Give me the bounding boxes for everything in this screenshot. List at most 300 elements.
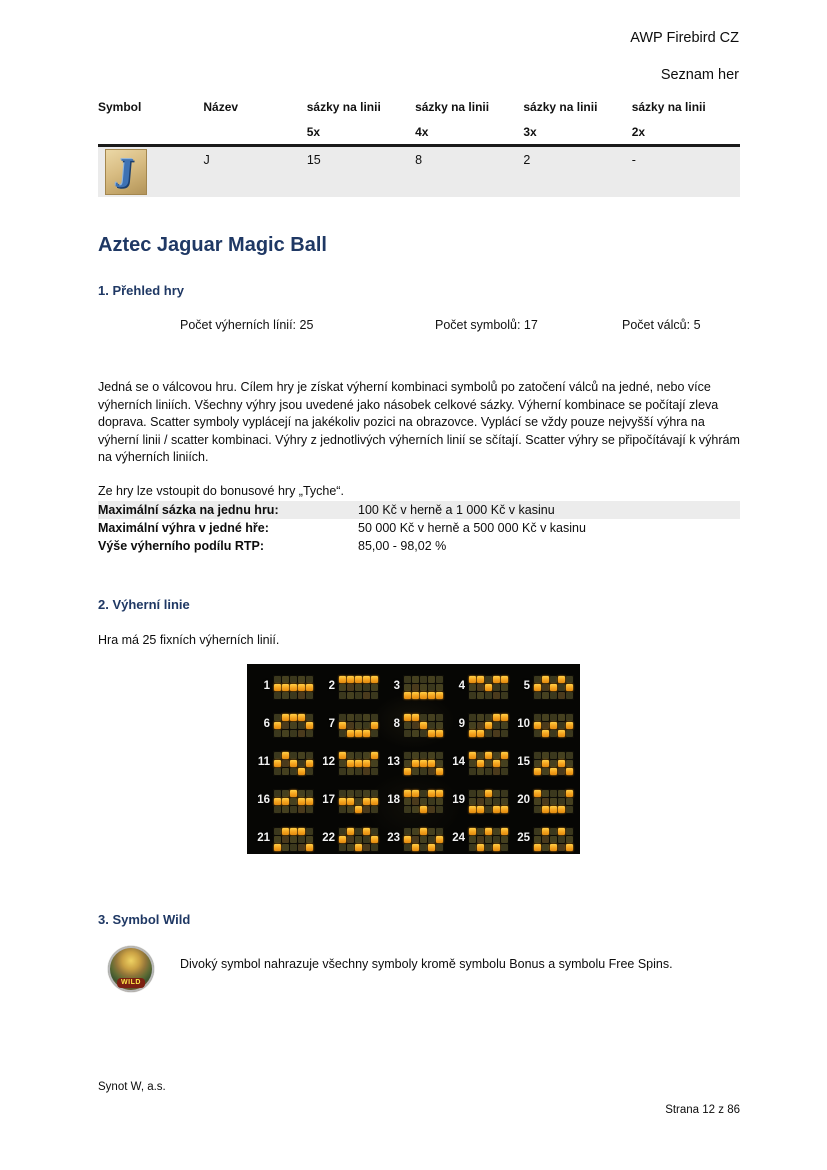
winline-cell (412, 844, 419, 851)
winline-cell (290, 714, 297, 721)
stat-reels: Počet válců: 5 (622, 318, 701, 332)
winline-item (450, 751, 515, 789)
winline-cell (566, 730, 573, 737)
winline-number: 8 (393, 718, 400, 730)
section1-heading: 1. Přehled hry (98, 283, 184, 298)
winline-number: 9 (458, 718, 465, 730)
winline-item (255, 827, 320, 865)
winline-number: 6 (263, 718, 270, 730)
winline-cell (339, 790, 346, 797)
winline-cell (534, 836, 541, 843)
winline-cell (469, 714, 476, 721)
paytable-header-row (98, 100, 740, 114)
winline-cell (282, 692, 289, 699)
winline-number: 10 (517, 718, 530, 730)
winline-cell (355, 844, 362, 851)
winline-item (385, 827, 450, 865)
winline-item (255, 713, 320, 751)
winline-cell (534, 752, 541, 759)
winline-item (320, 751, 385, 789)
winline-cell (436, 714, 443, 721)
winline-cell (363, 714, 370, 721)
winline-cell (371, 684, 378, 691)
winline-cell (339, 798, 346, 805)
winline-cell (363, 768, 370, 775)
winline-cell (339, 714, 346, 721)
winline-cell (282, 836, 289, 843)
winline-cell (493, 714, 500, 721)
winline-cell (347, 730, 354, 737)
winline-number: 18 (387, 794, 400, 806)
winline-item (385, 675, 450, 713)
winline-cell (404, 692, 411, 699)
winline-cell (550, 752, 557, 759)
winline-cell (306, 684, 313, 691)
winline-cell (290, 730, 297, 737)
winline-cell (282, 844, 289, 851)
winline-pattern (338, 751, 379, 776)
winline-cell (420, 828, 427, 835)
winline-cell (501, 790, 508, 797)
winline-cell (363, 836, 370, 843)
winline-cell (493, 722, 500, 729)
winline-cell (469, 836, 476, 843)
detail-value: 85,00 - 98,02 % (358, 539, 447, 553)
winline-cell (558, 730, 565, 737)
winline-cell (558, 768, 565, 775)
winline-cell (566, 692, 573, 699)
winline-cell (558, 684, 565, 691)
winline-cell (420, 844, 427, 851)
winline-cell (412, 760, 419, 767)
row-name: J (203, 153, 210, 167)
winline-cell (501, 798, 508, 805)
section3-heading: 3. Symbol Wild (98, 912, 191, 927)
winline-item (515, 713, 580, 751)
winline-cell (404, 798, 411, 805)
winline-cell (542, 844, 549, 851)
winline-cell (347, 836, 354, 843)
winline-cell (420, 760, 427, 767)
sub-5x: 5x (306, 125, 321, 139)
winline-cell (485, 730, 492, 737)
winline-cell (339, 722, 346, 729)
winline-cell (493, 836, 500, 843)
footer-page-number: Strana 12 z 86 (665, 1104, 740, 1116)
winline-cell (339, 828, 346, 835)
winline-pattern (468, 789, 509, 814)
winline-cell (355, 836, 362, 843)
winline-cell (558, 692, 565, 699)
winline-cell (428, 790, 435, 797)
winline-cell (339, 676, 346, 683)
winline-number: 4 (458, 680, 465, 692)
header-subtitle: Seznam her (660, 67, 739, 83)
winline-cell (355, 714, 362, 721)
winline-cell (290, 760, 297, 767)
page-title: Aztec Jaguar Magic Ball (98, 234, 327, 256)
winline-cell (550, 730, 557, 737)
winline-number: 3 (393, 680, 400, 692)
winline-cell (274, 836, 281, 843)
winline-cell (298, 714, 305, 721)
winline-cell (485, 684, 492, 691)
winline-cell (501, 714, 508, 721)
winline-cell (420, 768, 427, 775)
winline-cell (534, 760, 541, 767)
winline-number: 13 (387, 756, 400, 768)
winline-cell (542, 730, 549, 737)
winline-cell (477, 790, 484, 797)
winline-cell (306, 828, 313, 835)
winline-item (255, 675, 320, 713)
winline-cell (485, 760, 492, 767)
winline-cell (436, 684, 443, 691)
winline-cell (339, 752, 346, 759)
winline-cell (542, 836, 549, 843)
winline-cell (550, 790, 557, 797)
winline-number: 21 (257, 832, 270, 844)
winline-cell (485, 790, 492, 797)
winline-cell (493, 806, 500, 813)
winline-item (385, 789, 450, 827)
winline-cell (428, 828, 435, 835)
symbol-paytable (98, 100, 740, 197)
winline-cell (355, 806, 362, 813)
winline-cell (347, 790, 354, 797)
winline-cell (347, 806, 354, 813)
winline-cell (306, 722, 313, 729)
winline-pattern (468, 751, 509, 776)
winline-item (450, 789, 515, 827)
winline-cell (282, 768, 289, 775)
winline-cell (558, 752, 565, 759)
winline-cell (371, 768, 378, 775)
winline-cell (420, 692, 427, 699)
winline-cell (282, 828, 289, 835)
winline-cell (363, 790, 370, 797)
winline-cell (542, 790, 549, 797)
winline-cell (347, 684, 354, 691)
game-details (98, 501, 740, 555)
winline-cell (355, 676, 362, 683)
winline-cell (306, 752, 313, 759)
winline-cell (282, 684, 289, 691)
winline-cell (420, 714, 427, 721)
winline-item (450, 827, 515, 865)
winline-cell (298, 684, 305, 691)
winline-cell (412, 798, 419, 805)
winline-cell (534, 692, 541, 699)
winline-cell (493, 844, 500, 851)
winline-pattern (533, 675, 574, 700)
winline-cell (412, 790, 419, 797)
winline-cell (534, 714, 541, 721)
winline-cell (420, 806, 427, 813)
col-name: Název (203, 100, 239, 114)
winline-pattern (533, 713, 574, 738)
col-symbol: Symbol (98, 100, 142, 114)
winline-cell (493, 692, 500, 699)
winline-cell (550, 760, 557, 767)
winline-cell (542, 828, 549, 835)
winline-cell (404, 768, 411, 775)
bonus-game-line: Ze hry lze vstoupit do bonusové hry „Tyche“. (98, 484, 344, 498)
winline-cell (550, 828, 557, 835)
winline-cell (566, 676, 573, 683)
winline-cell (469, 730, 476, 737)
table-row (98, 144, 740, 197)
winline-cell (469, 844, 476, 851)
winline-pattern (533, 827, 574, 852)
winline-cell (558, 722, 565, 729)
winline-cell (469, 752, 476, 759)
winline-number: 16 (257, 794, 270, 806)
section2-heading: 2. Výherní linie (98, 597, 190, 612)
winline-item (255, 751, 320, 789)
winline-cell (428, 768, 435, 775)
winline-item (320, 675, 385, 713)
winline-cell (306, 798, 313, 805)
winline-cell (542, 676, 549, 683)
winlines-grid (255, 675, 580, 865)
winline-cell (420, 836, 427, 843)
winline-cell (477, 806, 484, 813)
winline-cell (566, 836, 573, 843)
winline-cell (485, 768, 492, 775)
winline-cell (428, 806, 435, 813)
winline-cell (371, 722, 378, 729)
winline-item (450, 675, 515, 713)
winline-cell (558, 790, 565, 797)
stat-winlines: Počet výherních línií: 25 (180, 318, 314, 332)
wild-symbol-label: WILD (117, 978, 145, 988)
winline-cell (274, 790, 281, 797)
winline-cell (298, 760, 305, 767)
winline-cell (534, 844, 541, 851)
winline-cell (436, 676, 443, 683)
winline-cell (501, 760, 508, 767)
winline-cell (371, 760, 378, 767)
winline-cell (282, 790, 289, 797)
winline-item (385, 713, 450, 751)
winline-cell (306, 790, 313, 797)
winline-cell (420, 722, 427, 729)
winline-cell (347, 828, 354, 835)
winline-cell (347, 752, 354, 759)
row-value-4x: 8 (415, 153, 423, 167)
winline-cell (404, 790, 411, 797)
paytable-subheader-row (98, 125, 740, 144)
winline-cell (306, 730, 313, 737)
winline-cell (363, 844, 370, 851)
winline-cell (371, 730, 378, 737)
winline-pattern (338, 789, 379, 814)
winline-cell (412, 768, 419, 775)
winline-cell (298, 790, 305, 797)
winline-cell (534, 790, 541, 797)
winline-cell (493, 828, 500, 835)
winline-cell (477, 752, 484, 759)
winline-cell (477, 844, 484, 851)
winline-cell (428, 684, 435, 691)
winline-pattern (403, 751, 444, 776)
winline-cell (534, 722, 541, 729)
winline-cell (404, 844, 411, 851)
winline-cell (371, 836, 378, 843)
stat-symbols: Počet symbolů: 17 (435, 318, 538, 332)
winline-item (255, 789, 320, 827)
winline-cell (493, 676, 500, 683)
winline-cell (290, 752, 297, 759)
winline-cell (282, 722, 289, 729)
winline-cell (404, 806, 411, 813)
winline-cell (371, 676, 378, 683)
col-bet-2x: sázky na linii (631, 100, 706, 114)
winline-item (515, 789, 580, 827)
winline-cell (493, 768, 500, 775)
winline-cell (371, 806, 378, 813)
winline-cell (428, 752, 435, 759)
winline-cell (477, 722, 484, 729)
winline-cell (290, 790, 297, 797)
winline-number: 11 (257, 756, 270, 768)
winline-cell (534, 806, 541, 813)
winline-cell (436, 798, 443, 805)
winline-cell (566, 722, 573, 729)
winline-cell (339, 768, 346, 775)
winline-cell (412, 676, 419, 683)
winline-cell (298, 798, 305, 805)
winline-cell (501, 676, 508, 683)
winline-cell (550, 676, 557, 683)
winline-cell (274, 722, 281, 729)
winline-cell (282, 730, 289, 737)
winline-cell (485, 722, 492, 729)
winline-cell (566, 828, 573, 835)
winline-cell (420, 730, 427, 737)
winline-cell (306, 692, 313, 699)
winline-pattern (273, 713, 314, 738)
winline-cell (542, 806, 549, 813)
winline-cell (274, 692, 281, 699)
col-bet-3x: sázky na linii (523, 100, 598, 114)
winline-cell (558, 844, 565, 851)
winline-cell (436, 760, 443, 767)
winline-cell (274, 806, 281, 813)
winline-number: 2 (328, 680, 335, 692)
winline-cell (477, 836, 484, 843)
winline-cell (371, 798, 378, 805)
winline-cell (550, 768, 557, 775)
winline-cell (485, 828, 492, 835)
winline-cell (501, 844, 508, 851)
winline-cell (355, 692, 362, 699)
winline-cell (412, 806, 419, 813)
winline-cell (485, 752, 492, 759)
winline-cell (542, 798, 549, 805)
winline-number: 22 (322, 832, 335, 844)
winline-cell (306, 836, 313, 843)
winline-cell (542, 722, 549, 729)
winline-cell (428, 836, 435, 843)
winline-cell (550, 714, 557, 721)
winline-pattern (273, 751, 314, 776)
winline-cell (290, 798, 297, 805)
winline-cell (477, 676, 484, 683)
winline-cell (404, 714, 411, 721)
winline-cell (566, 806, 573, 813)
winline-cell (477, 730, 484, 737)
winline-cell (274, 760, 281, 767)
winline-pattern (468, 675, 509, 700)
winlines-intro: Hra má 25 fixních výherních linií. (98, 633, 280, 647)
winline-cell (428, 760, 435, 767)
winline-cell (558, 760, 565, 767)
winline-cell (274, 798, 281, 805)
winline-cell (550, 692, 557, 699)
winline-cell (550, 844, 557, 851)
winline-number: 5 (523, 680, 530, 692)
winline-item (515, 675, 580, 713)
winline-cell (274, 676, 281, 683)
winline-cell (290, 836, 297, 843)
winline-cell (428, 692, 435, 699)
winline-cell (566, 790, 573, 797)
winline-cell (420, 790, 427, 797)
winline-item (515, 751, 580, 789)
winline-cell (436, 722, 443, 729)
winline-cell (306, 760, 313, 767)
winline-cell (469, 790, 476, 797)
winline-cell (534, 684, 541, 691)
winline-number: 24 (452, 832, 465, 844)
winline-cell (347, 798, 354, 805)
winlines-image (247, 664, 580, 854)
winline-cell (347, 722, 354, 729)
winline-cell (306, 714, 313, 721)
winline-cell (355, 798, 362, 805)
winline-cell (355, 730, 362, 737)
winline-cell (428, 722, 435, 729)
winline-cell (347, 676, 354, 683)
winline-cell (477, 760, 484, 767)
winline-cell (306, 676, 313, 683)
winline-pattern (403, 713, 444, 738)
winline-cell (290, 684, 297, 691)
winline-cell (534, 676, 541, 683)
winline-cell (274, 684, 281, 691)
winline-pattern (468, 713, 509, 738)
winline-cell (363, 806, 370, 813)
winline-cell (485, 676, 492, 683)
detail-label: Maximální sázka na jednu hru: (98, 503, 279, 517)
winline-cell (298, 676, 305, 683)
winline-cell (550, 722, 557, 729)
winline-cell (355, 828, 362, 835)
winline-cell (404, 730, 411, 737)
winline-cell (363, 676, 370, 683)
wild-description: Divoký symbol nahrazuje všechny symboly kromě symbolu Bonus a symbolu Free Spins. (180, 957, 673, 971)
winline-cell (436, 790, 443, 797)
winline-cell (428, 676, 435, 683)
winline-pattern (338, 713, 379, 738)
winline-cell (274, 752, 281, 759)
game-description: Jedná se o válcovou hru. Cílem hry je získat výherní kombinaci symbolů po zatočení válců na jedné, nebo více výherních liniích. Všechny výhry jsou uvedené jako násobek celkové sázky. Výherní kombinace se počítají zleva doprava. Scatter symboly vyplácejí na jakékoliv pozici na obrazovce. Vyplácí se vždy pouze nejvyšší výhra na výherní linii / scatter kombinaci. Výhry z jednotlivých výherních linií se sčítají. Scatter výhry se připočítávají k výhrám na výherních liniích. (98, 380, 740, 464)
winline-cell (404, 752, 411, 759)
winline-cell (404, 760, 411, 767)
winline-cell (412, 836, 419, 843)
